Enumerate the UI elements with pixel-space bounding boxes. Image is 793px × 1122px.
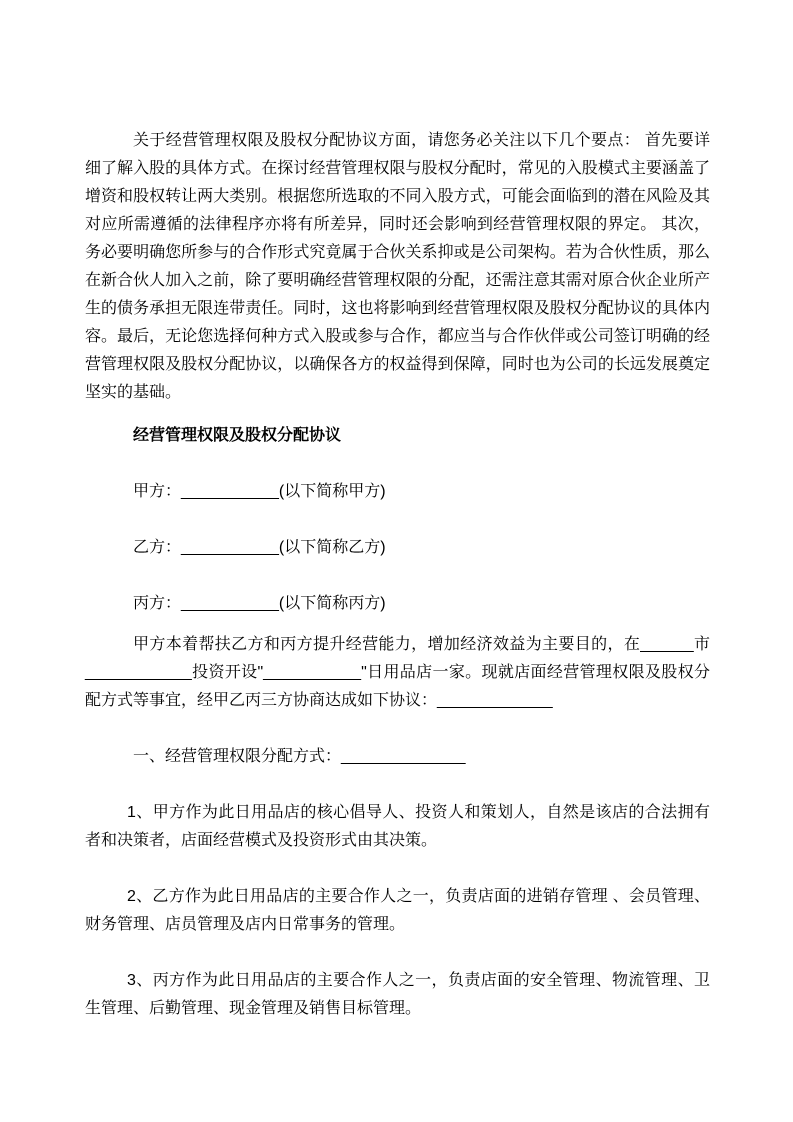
clause-1: 1、甲方作为此日用品店的核心倡导人、投资人和策划人，自然是该店的合法拥有者和决策者，店面经营模式及投资形式由其决策。: [85, 804, 710, 849]
document-title: 经营管理权限及股权分配协议: [133, 427, 342, 444]
party-a-line: 甲方：___________(以下简称甲方): [133, 483, 386, 500]
section-1-heading: 一、经营管理权限分配方式：______________: [133, 748, 466, 765]
party-b-line: 乙方：___________(以下简称乙方): [133, 539, 386, 556]
clause-2: 2、乙方作为此日用品店的主要合作人之一，负责店面的进销存管理 、会员管理、财务管理、店员管理及店内日常事务的管理。: [85, 888, 710, 933]
intro-paragraph: 关于经营管理权限及股权分配协议方面，请您务必关注以下几个要点： 首先要详细了解入股的具体方式。在探讨经营管理权限与股权分配时，常见的入股模式主要涵盖了增资和股权转让两大类别。根据您所选取的不同入股方式，可能会面临到的潜在风险及其对应所需遵循的法律程序亦将有所差异，同时还会影响到经营管理权限的界定。 其次，务必要明确您所参与的合作形式究竟属于合伙关系抑或是公司架构。若为合伙性质，那么在新合伙人加入之前，除了要明确经营管理权限的分配，还需注意其需对原合伙企业所产生的债务承担无限连带责任。同时，这也将影响到经营管理权限及股权分配协议的具体内容。最后，无论您选择何种方式入股或参与合作，都应当与合作伙伴或公司签订明确的经营管理权限及股权分配协议，以确保各方的权益得到保障，同时也为公司的长远发展奠定坚实的基础。: [85, 132, 710, 401]
preamble-paragraph: 甲方本着帮扶乙方和丙方提升经营能力，增加经济效益为主要目的，在______市____________投资开设"___________"日用品店一家。现就店面经营管理权限及股权分配方式等事宜，经甲乙丙三方协商达成如下协议：_____________: [85, 636, 710, 709]
clause-3: 3、丙方作为此日用品店的主要合作人之一，负责店面的安全管理、物流管理、卫生管理、后勤管理、现金管理及销售目标管理。: [85, 972, 710, 1017]
party-c-line: 丙方：___________(以下简称丙方): [133, 595, 386, 612]
